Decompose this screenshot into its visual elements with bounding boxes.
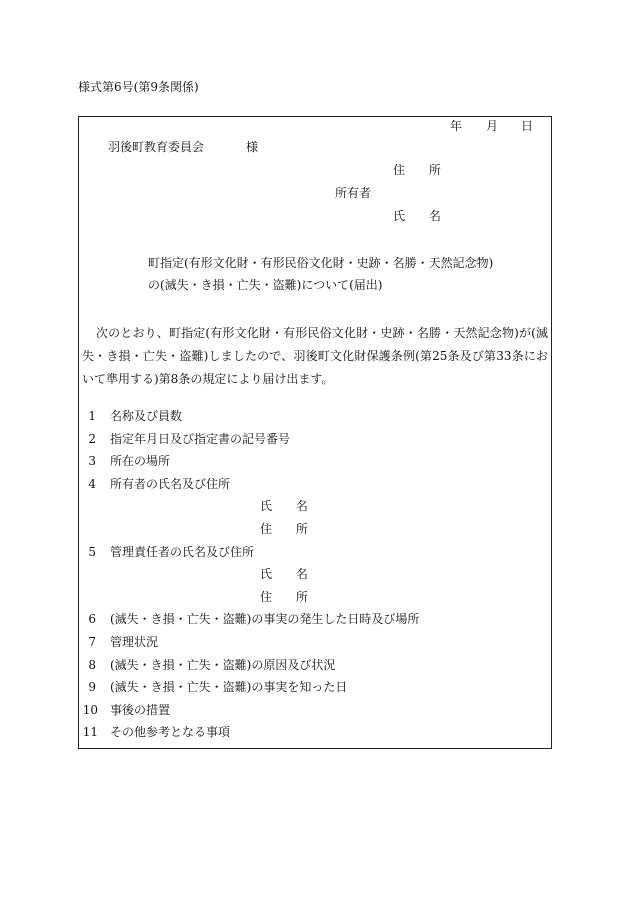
item-sub-label: 住 所: [260, 589, 318, 604]
recipient-suffix: 様: [246, 140, 259, 154]
item-text: (滅失・き損・亡失・盗難)の事実を知った日: [110, 680, 348, 695]
item-text: 管理責任者の氏名及び住所: [110, 544, 255, 559]
date-day-label: 日: [521, 119, 534, 133]
owner-address-label: 住 所: [393, 163, 451, 177]
item-number: 3: [88, 454, 96, 469]
form-title-line2: の(滅失・き損・亡失・盗難)について(届出): [148, 278, 383, 292]
form-title-line1: 町指定(有形文化財・有形民俗文化財・史跡・名勝・天然記念物): [148, 256, 494, 270]
item-number: 11: [82, 725, 98, 740]
item-number: 4: [88, 476, 96, 491]
item-number: 8: [88, 657, 96, 672]
item-text: 所有者の氏名及び住所: [110, 476, 231, 491]
item-sub-label: 氏 名: [260, 567, 318, 582]
item-text: 名称及び員数: [110, 409, 183, 423]
item-text: その他参考となる事項: [110, 725, 231, 740]
item-number: 9: [88, 680, 96, 695]
item-number: 7: [88, 635, 96, 649]
date-month-label: 月: [486, 119, 499, 133]
owner-label: 所有者: [335, 186, 372, 200]
item-number: 2: [88, 431, 96, 446]
owner-name-label: 氏 名: [393, 209, 451, 223]
date-year-label: 年: [450, 119, 463, 133]
form-label: 様式第6号(第9条関係): [78, 80, 199, 94]
item-sub-label: 住 所: [260, 522, 318, 536]
item-number: 10: [82, 702, 98, 717]
item-text: 所在の場所: [110, 454, 171, 469]
recipient-name: 羽後町教育委員会: [108, 140, 205, 154]
item-number: 6: [88, 612, 96, 627]
item-text: 指定年月日及び指定書の記号番号: [110, 431, 291, 446]
item-text: (滅失・き損・亡失・盗難)の事実の発生した日時及び場所: [110, 612, 420, 627]
item-text: (滅失・き損・亡失・盗難)の原因及び状況: [110, 657, 336, 672]
item-number: 1: [88, 409, 96, 423]
item-sub-label: 氏 名: [260, 499, 318, 514]
item-number: 5: [88, 544, 96, 559]
item-text: 管理状況: [110, 635, 159, 649]
item-text: 事後の措置: [110, 702, 171, 717]
body-paragraph: 次のとおり、町指定(有形文化財・有形民俗文化財・史跡・名勝・天然記念物)が(滅失・き損・亡失・盗難)しましたので、羽後町文化財保護条例(第25条及び第33条において準用する)第8条の規定により届け出ます。: [82, 326, 548, 386]
